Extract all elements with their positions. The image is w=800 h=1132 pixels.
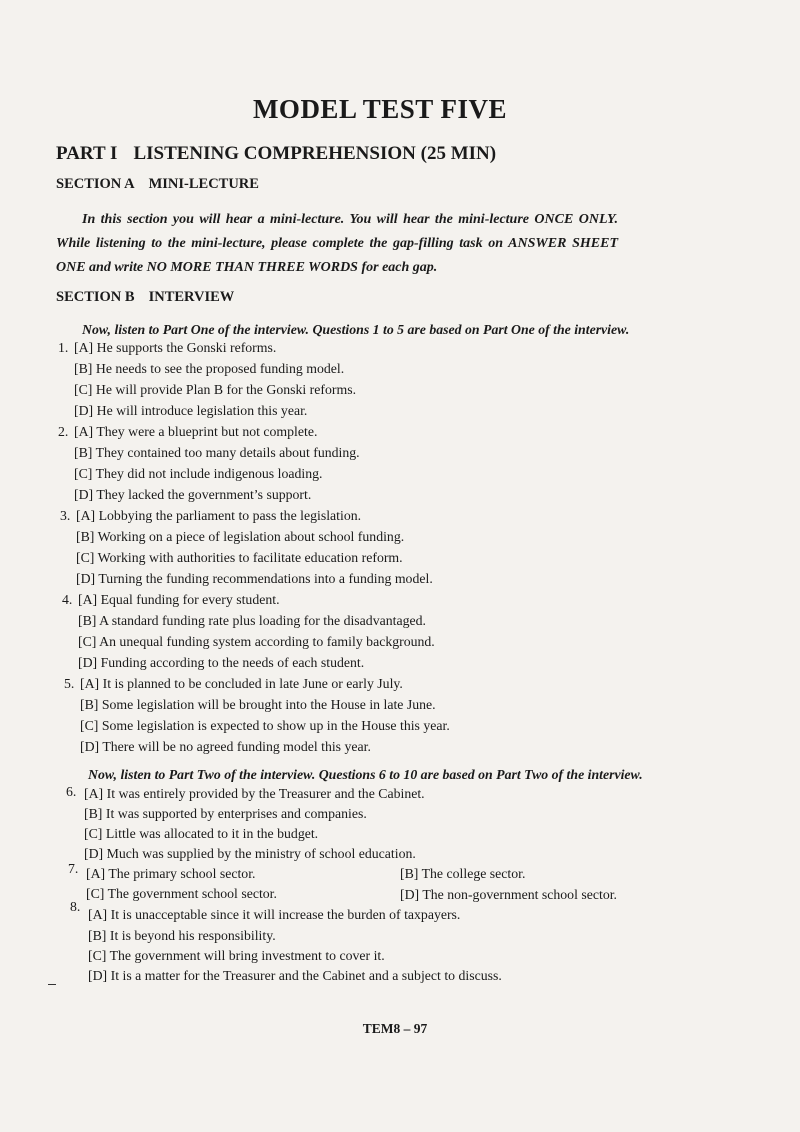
option-line	[84, 806, 367, 822]
option-letter: [C]	[76, 550, 95, 565]
option-letter: [C]	[78, 634, 97, 649]
option-text: Working on a piece of legislation about school funding.	[97, 529, 405, 544]
option-letter: [A]	[86, 866, 106, 881]
option-text: They lacked the government’s support.	[96, 487, 312, 502]
option-text: Working with authorities to facilitate education reform.	[97, 550, 403, 565]
option-text: It is planned to be concluded in late June or early July.	[102, 676, 403, 691]
option-text: Little was allocated to it in the budget.	[105, 826, 319, 841]
option-text: Equal funding for every student.	[100, 592, 280, 607]
option-line	[78, 613, 426, 629]
option-text: They did not include indigenous loading.	[95, 466, 323, 481]
option-line	[76, 508, 361, 524]
option-line	[74, 424, 317, 440]
option-letter: [C]	[74, 466, 93, 481]
option-text: They were a blueprint but not complete.	[96, 424, 318, 439]
option-letter: [B]	[84, 806, 103, 821]
question-number: 4.	[62, 592, 73, 607]
option-text: The government will bring investment to cover it.	[109, 948, 385, 963]
option-line	[74, 340, 276, 356]
option-letter: [A]	[80, 676, 100, 691]
option-text: Lobbying the parliament to pass the legislation.	[98, 508, 362, 523]
page-number: TEM8 – 97	[362, 1021, 428, 1036]
option-line	[80, 739, 371, 755]
option-letter: [D]	[80, 739, 100, 754]
option-line	[84, 846, 416, 862]
option-letter: [D]	[84, 846, 104, 861]
question-number: 2.	[58, 424, 69, 439]
option-text: Some legislation will be brought into the House in late June.	[101, 697, 436, 712]
part-label: PART I	[56, 143, 118, 164]
option-letter: [C]	[86, 886, 105, 901]
option-text: He will introduce legislation this year.	[96, 403, 308, 418]
option-text: Much was supplied by the ministry of school education.	[106, 846, 416, 861]
option-letter: [D]	[74, 487, 94, 502]
option-letter: [D]	[74, 403, 94, 418]
option-line	[74, 382, 356, 398]
section-a-heading	[56, 176, 259, 193]
option-line	[74, 403, 307, 419]
option-text: It is beyond his responsibility.	[109, 928, 276, 943]
option-letter: [A]	[74, 424, 94, 439]
option-text: The college sector.	[421, 866, 526, 881]
option-text: He needs to see the proposed funding model.	[95, 361, 345, 376]
option-line	[74, 487, 311, 503]
option-line	[86, 886, 277, 902]
option-letter: [B]	[74, 361, 93, 376]
option-line	[76, 550, 403, 566]
option-letter: [B]	[80, 697, 99, 712]
option-letter: [D]	[76, 571, 96, 586]
option-text: He supports the Gonski reforms.	[96, 340, 277, 355]
option-letter: [D]	[78, 655, 98, 670]
option-text: The non-government school sector.	[422, 887, 617, 902]
question-number: 8.	[70, 899, 81, 914]
option-line	[78, 634, 435, 650]
part-heading	[56, 143, 496, 165]
option-text: It was supported by enterprises and companies.	[105, 806, 367, 821]
option-letter: [A]	[78, 592, 98, 607]
question-number: 6.	[66, 784, 77, 799]
question-number: 1.	[58, 340, 69, 355]
section-a-instructions: In this section you will hear a mini-lecture. You will hear the mini-lecture ONCE ONLY. While listening to the mini-lecture, please complete the gap-filling task on ANSWER SHEET ONE and write NO MORE THAN THREE WORDS for each gap.	[56, 212, 618, 275]
part-two-intro: Now, listen to Part Two of the interview. Questions 6 to 10 are based on Part Two of the interview.	[88, 767, 643, 782]
option-line	[88, 907, 460, 923]
option-line	[84, 826, 318, 842]
option-line	[84, 786, 425, 802]
option-letter: [B]	[78, 613, 97, 628]
option-letter: [C]	[80, 718, 99, 733]
option-letter: [C]	[74, 382, 93, 397]
margin-mark	[48, 984, 56, 985]
option-line	[400, 866, 525, 882]
option-text: A standard funding rate plus loading for the disadvantaged.	[99, 613, 426, 628]
option-text: It is unacceptable since it will increase the burden of taxpayers.	[110, 907, 461, 922]
option-line	[88, 948, 385, 964]
question-number: 3.	[60, 508, 71, 523]
option-text: An unequal funding system according to family background.	[99, 634, 435, 649]
option-text: He will provide Plan B for the Gonski reforms.	[95, 382, 357, 397]
section-a-name: MINI-LECTURE	[148, 176, 259, 192]
option-letter: [B]	[74, 445, 93, 460]
option-line	[78, 655, 364, 671]
section-b-name: INTERVIEW	[148, 289, 235, 305]
option-line	[74, 445, 360, 461]
option-line	[76, 571, 433, 587]
option-text: The government school sector.	[107, 886, 277, 901]
page-title: MODEL TEST FIVE	[252, 94, 508, 124]
option-text: It is a matter for the Treasurer and the Cabinet and a subject to discuss.	[110, 968, 502, 983]
option-line	[80, 718, 450, 734]
option-line	[400, 887, 617, 903]
option-letter: [A]	[84, 786, 104, 801]
option-letter: [B]	[88, 928, 107, 943]
section-b-label: SECTION B	[56, 289, 135, 305]
option-line	[80, 697, 436, 713]
option-line	[88, 928, 276, 944]
section-b-heading	[56, 289, 234, 306]
part-name: LISTENING COMPREHENSION (25 MIN)	[133, 143, 497, 164]
option-text: It was entirely provided by the Treasurer and the Cabinet.	[106, 786, 425, 801]
option-letter: [D]	[88, 968, 108, 983]
option-letter: [D]	[400, 887, 420, 902]
option-letter: [C]	[84, 826, 103, 841]
option-letter: [B]	[76, 529, 95, 544]
option-text: There will be no agreed funding model this year.	[102, 739, 371, 754]
option-letter: [C]	[88, 948, 107, 963]
option-line	[74, 466, 322, 482]
option-line	[86, 866, 255, 882]
option-line	[88, 968, 502, 984]
option-line	[76, 529, 404, 545]
section-a-label: SECTION A	[56, 176, 135, 192]
option-text: Funding according to the needs of each student.	[100, 655, 365, 670]
part-one-intro: Now, listen to Part One of the interview. Questions 1 to 5 are based on Part One of the interview.	[82, 322, 630, 337]
question-number: 7.	[68, 861, 79, 876]
option-letter: [A]	[88, 907, 108, 922]
option-letter: [A]	[74, 340, 94, 355]
option-line	[74, 361, 344, 377]
option-text: The primary school sector.	[108, 866, 256, 881]
question-number: 5.	[64, 676, 75, 691]
option-letter: [B]	[400, 866, 419, 881]
option-line	[80, 676, 403, 692]
option-text: Some legislation is expected to show up in the House this year.	[101, 718, 450, 733]
option-line	[78, 592, 280, 608]
option-text: Turning the funding recommendations into a funding model.	[98, 571, 433, 586]
option-letter: [A]	[76, 508, 96, 523]
option-text: They contained too many details about funding.	[95, 445, 360, 460]
